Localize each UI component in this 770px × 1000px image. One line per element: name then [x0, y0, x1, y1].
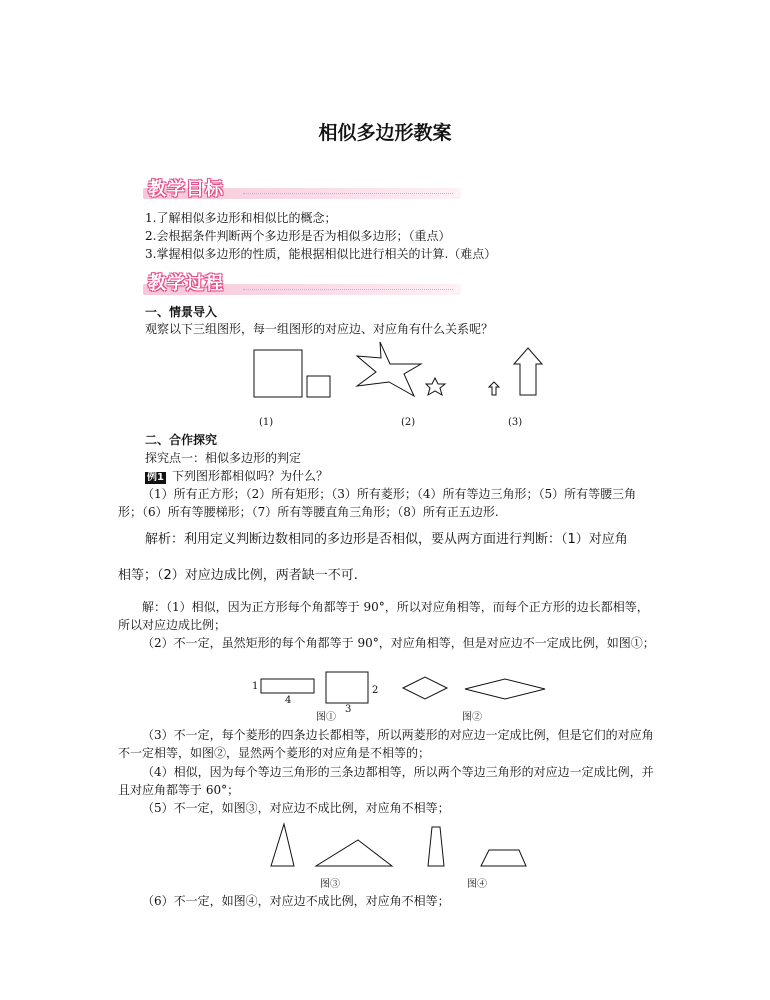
- example-badge: 例1: [147, 472, 164, 483]
- solution-3: （3）不一定，每个菱形的四条边长都相等，所以两菱形的对应边一定成比例，但是它们的对应角不一定相等，如图②，显然两个菱形的对应角是不相等的；: [118, 728, 654, 760]
- solution-6: （6）不一定，如图④，对应边不成比例，对应角不相等；: [142, 894, 450, 908]
- solution-5: （5）不一定，如图③，对应边不成比例，对应角不相等；: [142, 801, 450, 815]
- tall-trapezoid: [428, 827, 444, 866]
- section-heading-goals: 教学目标: [148, 179, 224, 200]
- page-title: 相似多边形教案: [318, 122, 452, 144]
- rect-label-3: 3: [345, 704, 352, 715]
- intro-label-1: (1): [259, 417, 274, 428]
- goal-item-3: 3.掌握相似多边形的性质，能根据相似比进行相关的计算.（难点）: [145, 247, 497, 261]
- part1-heading: 一、情景导入: [145, 305, 218, 319]
- explore-point: 探究点一：相似多边形的判定: [145, 451, 302, 465]
- fig1-caption: 图①: [316, 712, 336, 723]
- tall-triangle: [271, 824, 294, 866]
- goal-item-2: 2.会根据条件判断两个多边形是否为相似多边形；（重点）: [145, 229, 451, 243]
- fig3-caption: 图③: [320, 879, 340, 890]
- section-heading-process: 教学过程: [148, 273, 224, 294]
- example-question: 下列图形都相似吗？为什么？: [171, 469, 328, 483]
- part2-heading: 二、合作探究: [145, 433, 218, 447]
- example-options: （1）所有正方形；（2）所有矩形；（3）所有菱形；（4）所有等边三角形；（5）所有等腰三角形；（6）所有等腰梯形；（7）所有等腰直角三角形；（8）所有正五边形.: [118, 487, 637, 519]
- fig4-caption: 图④: [467, 879, 487, 890]
- rect-label-4: 4: [285, 695, 292, 706]
- goal-item-1: 1.了解相似多边形和相似比的概念；: [145, 211, 337, 225]
- rect-label-1: 1: [252, 681, 259, 692]
- intro-label-2: (2): [401, 417, 416, 428]
- solution-2: （2）不一定，虽然矩形的每个角都等于 90°，对应角相等，但是对应边不一定成比例，如图①；: [142, 636, 655, 650]
- fig2-caption: 图②: [462, 712, 482, 723]
- analysis-line-2: 相等；（2）对应边成比例，两者缺一不可.: [118, 568, 358, 583]
- flat-trapezoid: [481, 850, 526, 866]
- solution-4: （4）相似，因为每个等边三角形的三条边都相等，所以两个等边三角形的对应边一定成比例，并且对应角都等于 60°；: [118, 765, 654, 797]
- intro-label-3: (3): [508, 417, 523, 428]
- solution-1: 解：（1）相似，因为正方形每个角都等于 90°，所以对应角相等，而每个正方形的边长都相等，所以对应边成比例；: [118, 600, 649, 632]
- wide-triangle: [316, 840, 392, 866]
- part1-text: 观察以下三组图形，每一组图形的对应边、对应角有什么关系呢？: [145, 322, 494, 336]
- rect-label-2: 2: [372, 685, 379, 696]
- analysis-line-1: 解析：利用定义判断边数相同的多边形是否相似，要从两方面进行判断：（1）对应角: [145, 532, 628, 547]
